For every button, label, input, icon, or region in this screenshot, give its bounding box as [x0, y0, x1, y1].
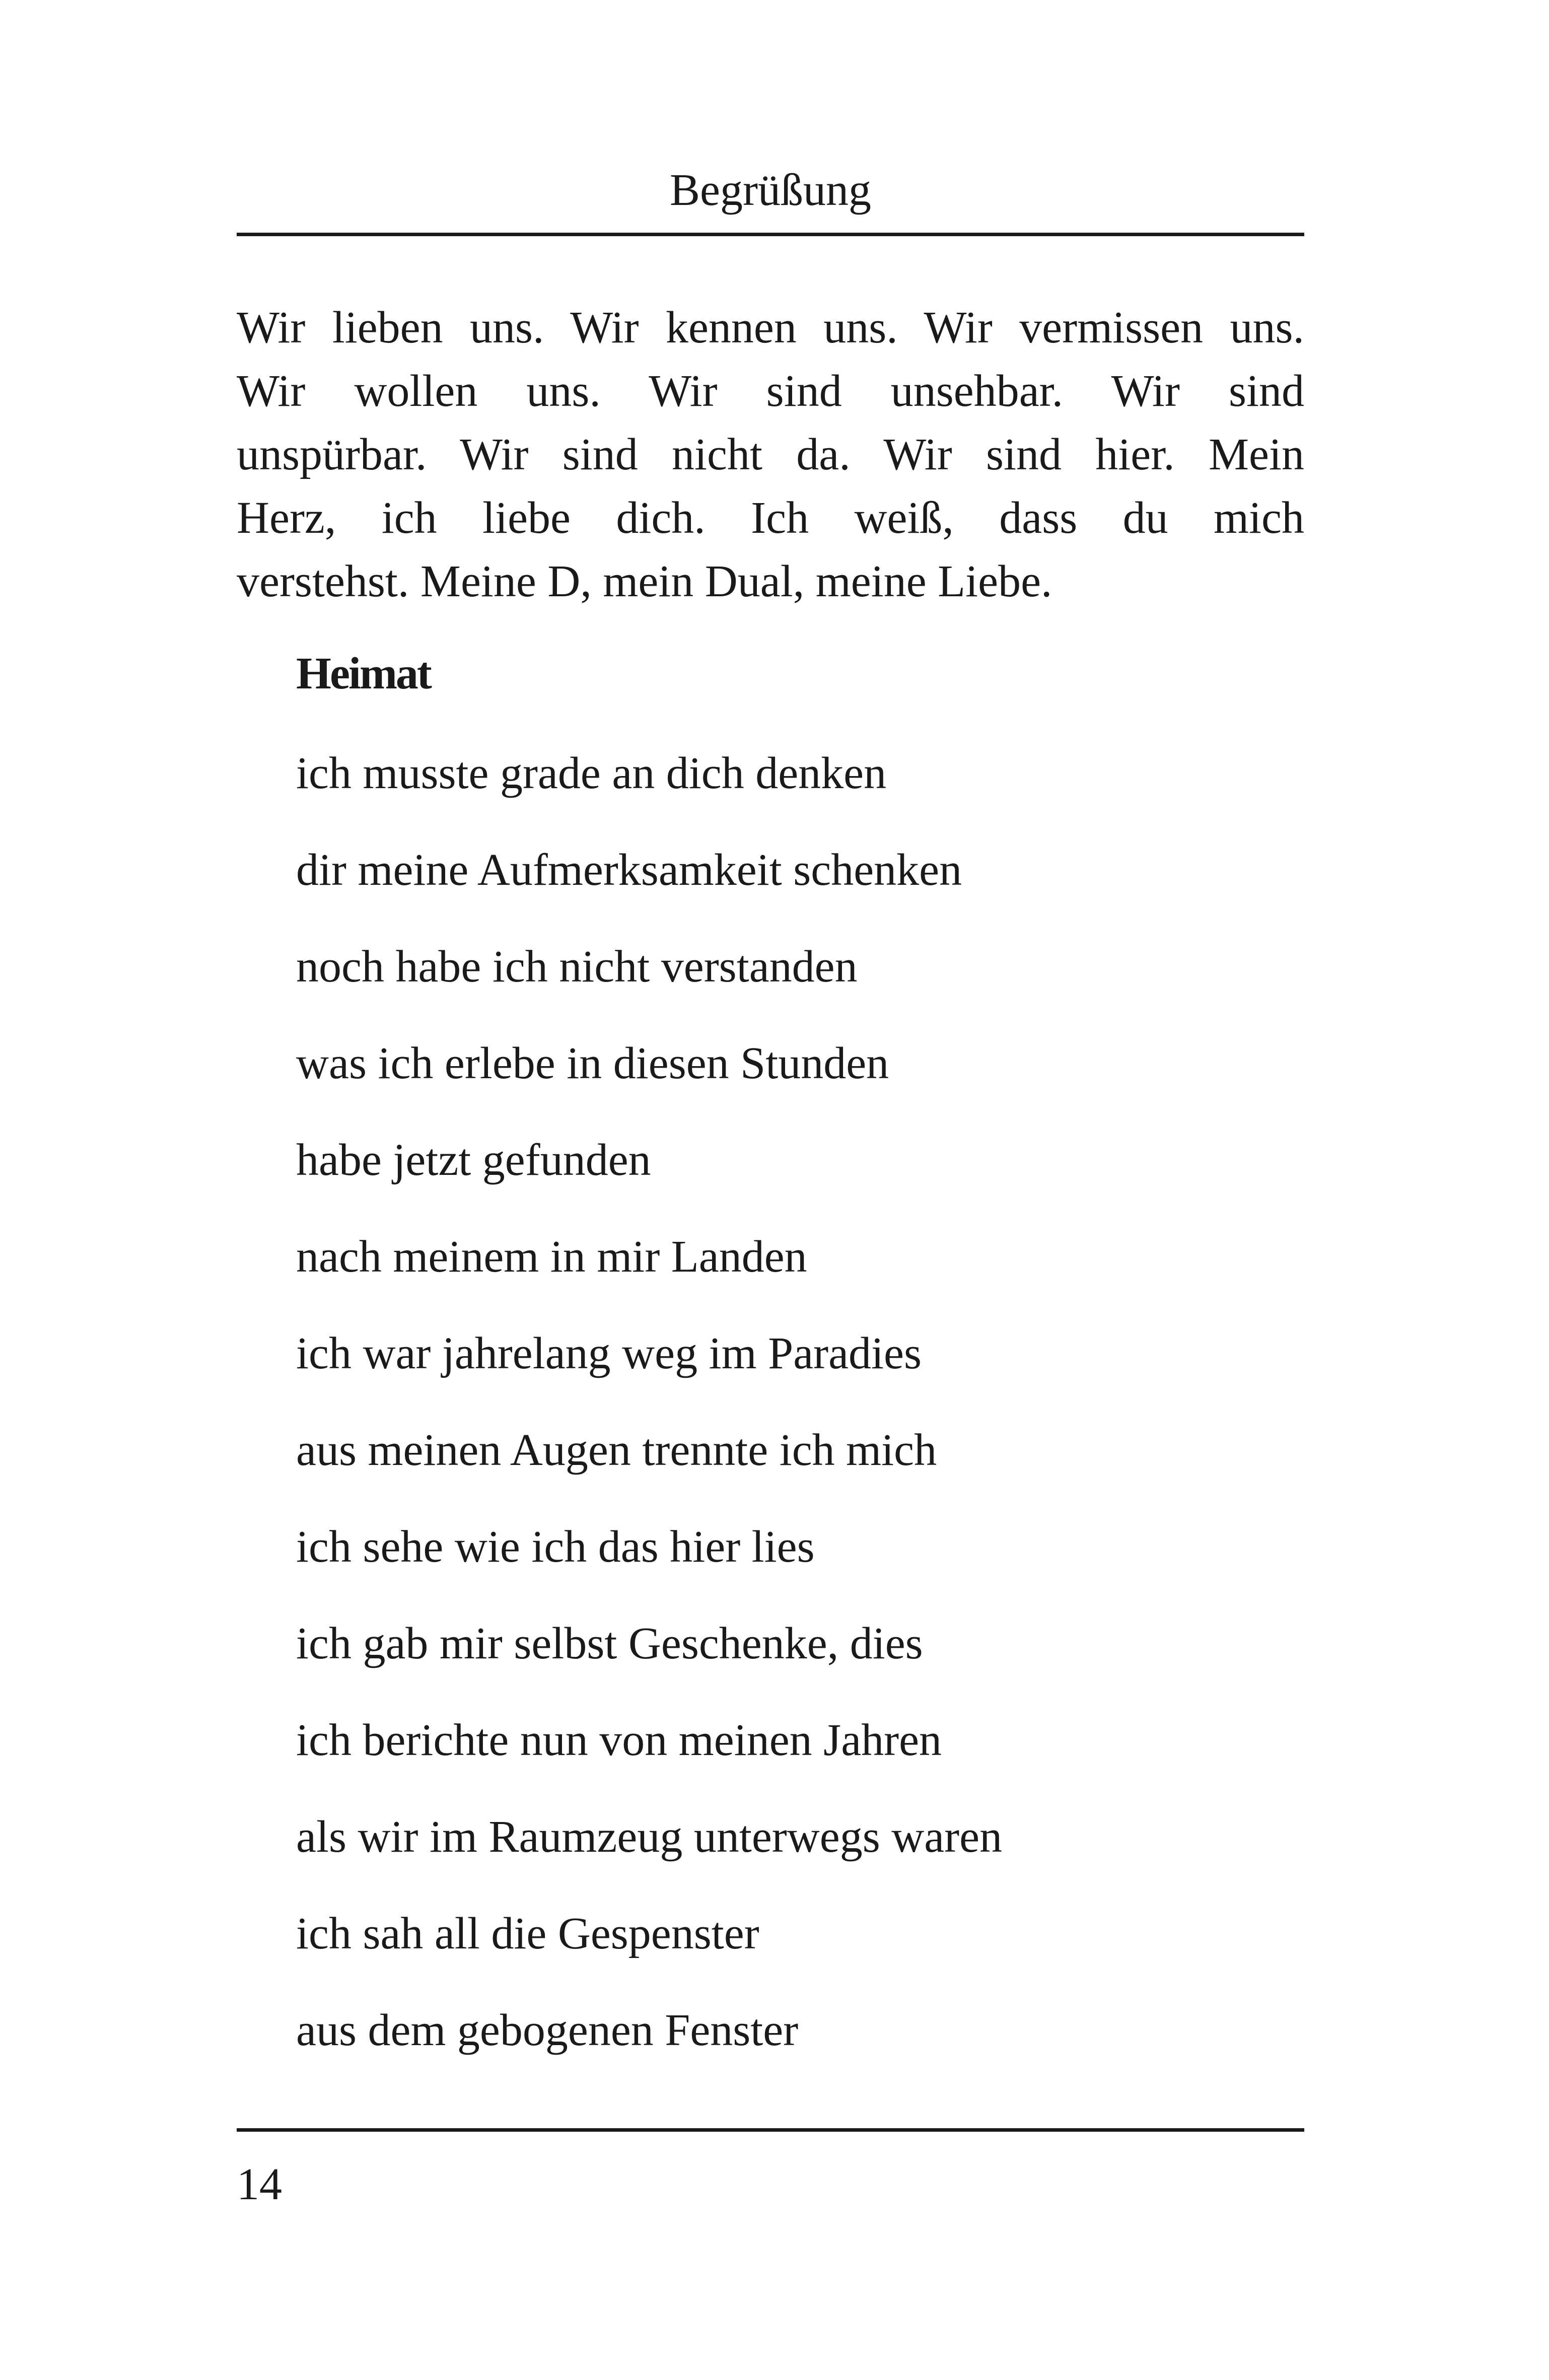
- intro-line: Herz, ich liebe dich. Ich weiß, dass du mich: [237, 493, 1304, 543]
- intro-paragraph: [237, 296, 1304, 613]
- verse-line: als wir im Raumzeug unterwegs waren: [296, 1812, 1003, 1862]
- running-header: Begrüßung: [670, 165, 871, 215]
- poem-title: Heimat: [296, 649, 431, 698]
- poem-verses: [296, 743, 1002, 2097]
- verse-line: ich sehe wie ich das hier lies: [296, 1522, 815, 1572]
- verse-line: ich sah all die Gespenster: [296, 1909, 759, 1958]
- verse-line: ich musste grade an dich denken: [296, 748, 887, 798]
- intro-line: Wir wollen uns. Wir sind unsehbar. Wir sind: [237, 366, 1304, 416]
- intro-line: unspürbar. Wir sind nicht da. Wir sind hier. Mein: [237, 430, 1304, 479]
- verse-line: aus meinen Augen trennte ich mich: [296, 1425, 937, 1475]
- verse-line: aus dem gebogenen Fenster: [296, 2005, 799, 2055]
- verse-line: dir meine Aufmerksamkeit schenken: [296, 845, 962, 895]
- header-rule: [237, 233, 1304, 236]
- verse-line: nach meinem in mir Landen: [296, 1232, 807, 1282]
- intro-line: verstehst. Meine D, mein Dual, meine Liebe.: [237, 556, 1052, 606]
- verse-line: noch habe ich nicht verstanden: [296, 942, 858, 992]
- intro-line: Wir lieben uns. Wir kennen uns. Wir vermissen uns.: [237, 303, 1304, 353]
- footer-rule: [237, 2128, 1304, 2132]
- verse-line: habe jetzt gefunden: [296, 1135, 651, 1185]
- page-number: 14: [237, 2159, 282, 2209]
- verse-line: ich gab mir selbst Geschenke, dies: [296, 1619, 923, 1668]
- verse-line: was ich erlebe in diesen Stunden: [296, 1038, 889, 1088]
- verse-line: ich war jahrelang weg im Paradies: [296, 1328, 922, 1378]
- verse-line: ich berichte nun von meinen Jahren: [296, 1715, 942, 1765]
